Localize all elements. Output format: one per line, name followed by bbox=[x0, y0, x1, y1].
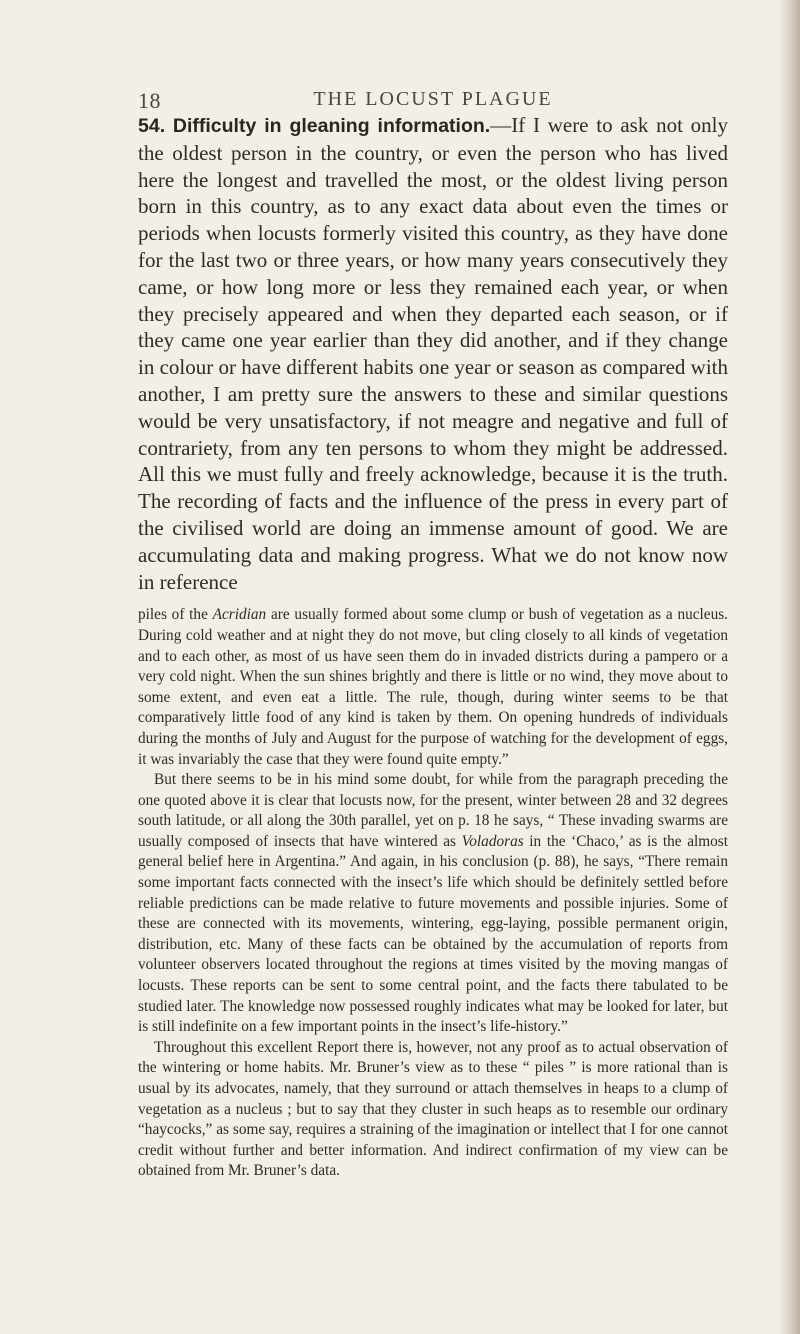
section-body: —If I were to ask not only the oldest person in the country, or even the person who has lived here the longest and travelled the most, or the oldest living person born in this country, as to any exact data about even the times or periods when locusts formerly visited this country, as they have done for the last two or three years, or how many years consecutively they came, or how long more or less they remained each year, or when they precisely appeared and when they departed each season, or if they came one year earlier than they did another, and if they change in colour or have different habits one year or season as compared with another, I am pretty sure the answers to these and similar questions would be very unsatisfactory, if not meagre and negative and full of contrariety, from any ten persons to whom they might be addressed. All this we must fully and freely acknowledge, because it is the truth. The recording of facts and the influence of the press in every part of the civilised world are doing an immense amount of good. We are accumulating data and making progress. What we do not know now in reference bbox=[138, 113, 729, 594]
quoted-passage bbox=[138, 605, 728, 1182]
quote-text: are usually formed about some clump or bush of vegetation as a nucleus. During cold weather and at night they do not move, but cling closely to all kinds of vegetation and to each other, as most of us have seen them do in invaded districts during a pampero or a very cold night. When the sun shines brightly and there is little or no wind, they move about to some extent, and even eat a little. The rule, though, during winter seems to be that comparatively little food of any kind is taken by them. On opening hundreds of individuals during the months of July and August for the purpose of watching for the development of eggs, it was invariably the case that they were found quite empty.” bbox=[138, 606, 729, 768]
quote-text: piles of the bbox=[138, 606, 213, 624]
running-title: THE LOCUST PLAGUE bbox=[313, 88, 553, 110]
quote-text: in the ‘Chaco,’ as is the almost general belief here in Argentina.” And again, in his conclusion (p. 88), he says, “There remain some important facts connected with the insect’s life which should be definitely settled before reliable predictions can be made relative to future movements and possible injuries. Some of these are connected with its movements, wintering, egg-laying, possible permanent origin, distribution, etc. Many of these facts can be obtained by the accumulation of reports from volunteer observers located throughout the regions at times visited by the moving mangas of locusts. These reports can be sent to some central point, and the facts there tabulated to be studied later. The knowledge now possessed roughly indicates what may be looked for later, but is still indefinite on a few important points in the insect’s life-history.” bbox=[138, 832, 728, 1036]
section-number: 54. bbox=[138, 115, 166, 137]
quote-text: But there seems to be in his mind some doubt, for while from the paragraph preceding the one quoted above it is clear that locusts now, for the present, winter between 28 and 32 degrees south latitude, or all along the 30th parallel, yet on p. 18 he says, “ These invading swarms are usually composed of insects that have wintered as bbox=[138, 771, 728, 850]
page-edge-shadow bbox=[778, 0, 800, 1334]
book-page bbox=[138, 0, 728, 1182]
running-head bbox=[138, 0, 728, 112]
section-54-paragraph bbox=[138, 112, 728, 595]
italic-term: Voladoras bbox=[461, 832, 524, 850]
quote-paragraph-1 bbox=[138, 605, 728, 770]
italic-term: Acridian bbox=[212, 606, 267, 624]
quote-paragraph-2 bbox=[138, 770, 728, 1038]
section-heading: Difficulty in gleaning information. bbox=[172, 115, 491, 137]
quote-paragraph-3: Throughout this excellent Report there is, however, not any proof as to actual observation of the wintering or home habits. Mr. Bruner’s view as to these “ piles ” is more rational than is usual by its advocates, namely, that they surround or attach themselves in heaps to a clump of vegetation as a nucleus ; but to say that they cluster in such heaps as to resemble our ordinary “haycocks,” as some say, requires a straining of the imagination or intellect that I for one cannot credit without further and better information. And indirect confirmation of my view can be obtained from Mr. Bruner’s data. bbox=[138, 1038, 728, 1180]
page-number: 18 bbox=[138, 88, 161, 113]
